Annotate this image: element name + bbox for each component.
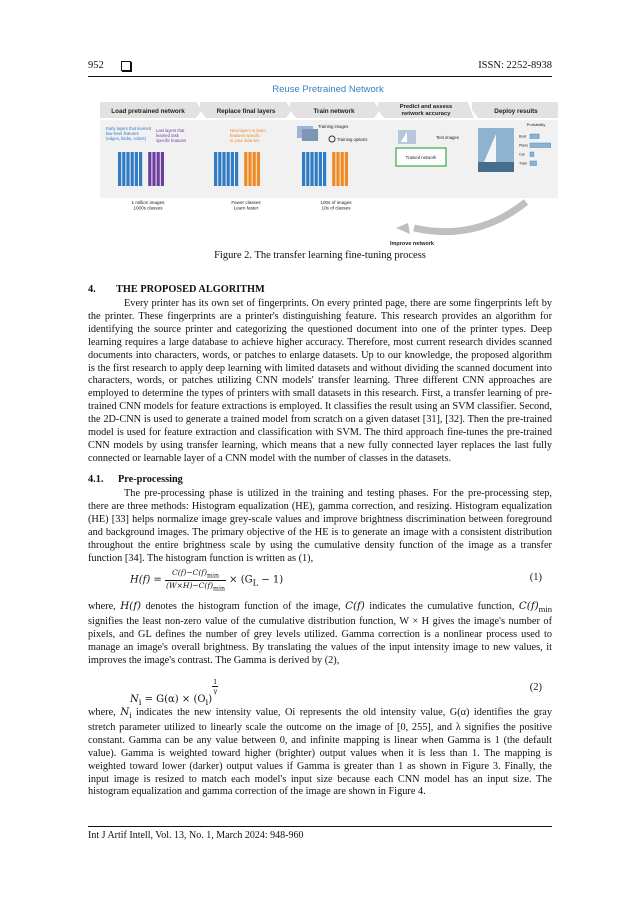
header-square-icon bbox=[121, 61, 131, 71]
eq1-fraction bbox=[165, 568, 226, 592]
layer-bar bbox=[135, 152, 138, 186]
eq1-rhs-sub: L bbox=[252, 577, 259, 588]
eq1-num-sub: min bbox=[207, 572, 219, 580]
eq1-den-sub: min bbox=[213, 585, 225, 592]
symbol-sub: min bbox=[538, 604, 553, 615]
figure-caption: Figure 2. The transfer learning fine-tuning process bbox=[214, 250, 426, 261]
transfer-learning-figure bbox=[96, 82, 561, 250]
class-label: Car bbox=[519, 152, 525, 157]
layer-bar bbox=[122, 152, 125, 186]
paragraph-after-eq1 bbox=[88, 600, 552, 668]
symbol-ni: N bbox=[120, 706, 130, 718]
class-label: Plane bbox=[519, 143, 529, 148]
layer-bar bbox=[126, 152, 129, 186]
footer-rule bbox=[88, 826, 552, 827]
symbol-cf: C(f) bbox=[345, 600, 365, 612]
eq1-rhs: × (G bbox=[229, 574, 253, 586]
subsection-title: Pre-processing bbox=[118, 474, 183, 485]
layer-bar bbox=[319, 152, 322, 186]
issn: ISSN: 2252-8938 bbox=[478, 60, 552, 71]
page-footer: Int J Artif Intell, Vol. 13, No. 1, March 2024: 948-960 bbox=[88, 830, 304, 841]
eq2-mid-sub: i bbox=[205, 697, 209, 707]
stage3-layer-stack bbox=[302, 152, 348, 186]
stage-title-3: Train network bbox=[313, 108, 355, 115]
stage3-bottom: 100s of images 10s of classes bbox=[320, 200, 352, 211]
class-label: Train bbox=[519, 161, 528, 166]
equation-1-formula bbox=[130, 568, 283, 592]
eq2-mid: = G(α) × (O bbox=[141, 694, 206, 705]
layer-bar bbox=[227, 152, 230, 186]
layer-bar bbox=[235, 152, 238, 186]
eq2-exp-den: γ bbox=[213, 687, 218, 695]
final-layer-bar bbox=[244, 152, 247, 186]
section-title: THE PROPOSED ALGORITHM bbox=[116, 284, 265, 295]
training-image-thumb bbox=[302, 129, 318, 141]
final-layer-bar bbox=[161, 152, 164, 186]
where-word: where, bbox=[88, 707, 121, 718]
symbol-hf: H(f) bbox=[120, 600, 142, 612]
probability-bar bbox=[530, 161, 537, 166]
probability-bar bbox=[530, 134, 539, 139]
header-rule bbox=[88, 76, 552, 77]
layer-bar bbox=[302, 152, 305, 186]
layer-bar bbox=[306, 152, 309, 186]
stage-title-2: Replace final layers bbox=[216, 108, 276, 115]
where-word: where, bbox=[88, 601, 116, 612]
section4-paragraph: Every printer has its own set of fingerprints. On every printed page, there are some fingerprints left by the printer. These fingerprints are a printer's distinguishing feature. This research provides an algorithm for identifying the source printer and categorizing the questioned document into one of the printer types. Deep learning requires a large database to achieve higher accuracy. Therefore, most current research divides scanned documents into characters, words, or patches to enlarge datasets. Up to our knowledge, the proposed algorithm is the first research to apply deep learning with limited datasets and without dividing the scanned document into characters, words, or patches utilizing CNN models' transfer learning. Three different CNN approaches are employed to determine the types of printers with small datasets in this research. First, a transfer learning of pre-trained CNN models for feature extractions is employed. It classifies the result using an SVM classifier. Second, the 2D-CNN is used to generate a trained model from scratch on a given dataset [31], [32]. Then the pre-trained model is used for feature extraction and classification with SVM. The third approach fine-tunes the pre-trained CNN models by using transfer learning, which means that a new fully connected layer replaces the last fully connected or learnable layer of a CNN model with the number of classes in the datasets. bbox=[88, 298, 552, 464]
probability-bar bbox=[530, 152, 534, 157]
improve-network-label: Improve network bbox=[389, 241, 435, 247]
page-number: 952 bbox=[88, 60, 104, 71]
text-span: indicates the new intensity value, Oi represents the old intensity value, G(α) identifies the gray stretch parameter utilized to linearly scale the outcome on the image of [0, 255], and λ signifies the positive constant. Gamma can be any value between 0, and infinite mapping is linear when Gamma is 1 (the default value). Gamma is weighted toward higher (brighter) output values when it is less than 1. The mapping is weighted toward lower (darker) output values if Gamma is greater than 1 as shown in Figure 3. Finally, the input image is resized to match each model's input size because each CNN model has an input size. The histogram equalization and gamma correction of the image are shown in Figure 4. bbox=[88, 707, 552, 798]
text-span: signifies the least non-zero value of the cumulative distribution function, W × H gives the image's number of pixels, and GL defines the number of grey levels utilized. Gamma correction is a nonlinear process used to manage an image's overall brightness. By translating the values of the input intensity image to new values, it improves the image's contrast. The Gamma is derived by (2), bbox=[88, 615, 552, 666]
stage1-ellipsis: ... bbox=[152, 180, 157, 186]
final-layer-bar bbox=[345, 152, 348, 186]
probability-label: Probability bbox=[526, 122, 546, 127]
stage-title-5: Deploy results bbox=[494, 108, 538, 115]
equation-number: (2) bbox=[529, 682, 542, 693]
eq1-lhs: H(f) = bbox=[130, 574, 162, 586]
layer-bar bbox=[218, 152, 221, 186]
test-images-label: Test images bbox=[436, 135, 459, 140]
layer-bar bbox=[222, 152, 225, 186]
layer-bar bbox=[231, 152, 234, 186]
final-layer-bar bbox=[341, 152, 344, 186]
symbol-sub: i bbox=[129, 710, 132, 721]
training-images-label: Training images bbox=[318, 124, 349, 129]
final-layer-bar bbox=[148, 152, 151, 186]
final-layer-bar bbox=[248, 152, 251, 186]
equation-1 bbox=[88, 568, 552, 590]
eq1-rhs-end: − 1) bbox=[258, 574, 284, 586]
section41-paragraph: The pre-processing phase is utilized in the training and testing phases. For the pre-processing step, there are three methods: Histogram equalization (HE), gamma correction, and resizing. Histogram equalization (HE) [33] helps normalize image grey-scale values and improve brightness discrimination between foreground and background images. The primary objective of the HE is to generate an image with a consistent distribution throughout the entire brightness scale by using the cumulative density function of the image as a transfer function [34]. The histogram function is written as (1), bbox=[88, 488, 552, 564]
layer-bar bbox=[310, 152, 313, 186]
final-layer-bar bbox=[157, 152, 160, 186]
paragraph-after-eq2 bbox=[88, 706, 552, 799]
stage1-note-right: Last layers that learned task specific features bbox=[156, 128, 187, 143]
subsection-number: 4.1. bbox=[88, 474, 104, 485]
class-label: Boat bbox=[519, 134, 527, 139]
eq2-mid-end: ) bbox=[208, 694, 213, 705]
eq2-lhs: N bbox=[130, 694, 139, 705]
symbol-cfmin: C(f) bbox=[518, 600, 539, 612]
section-number: 4. bbox=[88, 284, 96, 295]
stage-title-4: Predict and assess network accuracy bbox=[399, 104, 453, 117]
eq2-exponent bbox=[212, 678, 218, 695]
layer-bar bbox=[118, 152, 121, 186]
final-layer-bar bbox=[336, 152, 339, 186]
stage1-bottom: 1 million images 1000s classes bbox=[131, 200, 165, 211]
eq1-denominator: (W×H)−C(f) bbox=[165, 580, 214, 590]
layer-bar bbox=[214, 152, 217, 186]
eq2-lhs-sub: i bbox=[138, 697, 142, 707]
equation-2-formula bbox=[130, 678, 218, 707]
improve-network-arrow bbox=[414, 202, 526, 232]
stage2-bottom: Fewer classes Learn faster bbox=[231, 200, 261, 211]
training-options-label: Training options bbox=[337, 137, 368, 142]
trained-network-label: Trained network bbox=[405, 155, 437, 160]
figure-title: Reuse Pretrained Network bbox=[272, 84, 384, 95]
text-span: indicates the cumulative function, bbox=[364, 601, 519, 612]
final-layer-bar bbox=[253, 152, 256, 186]
stage2-layer-stack bbox=[214, 152, 260, 186]
layer-bar bbox=[323, 152, 326, 186]
page-header bbox=[88, 60, 552, 74]
subsection-heading bbox=[88, 474, 183, 485]
section-heading bbox=[88, 284, 265, 295]
layer-bar bbox=[139, 152, 142, 186]
final-layer-bar bbox=[257, 152, 260, 186]
stage1-layer-stack bbox=[118, 152, 164, 186]
stage1-note-left: Early layers that learned low-level features (edges, blobs, colors) bbox=[106, 126, 152, 141]
text-span: denotes the histogram function of the image, bbox=[141, 601, 346, 612]
improve-arrow-head bbox=[396, 223, 410, 234]
stage2-note: New layers to learn features specific to your data set bbox=[230, 128, 266, 143]
layer-bar bbox=[315, 152, 318, 186]
deploy-sea bbox=[478, 162, 514, 172]
equation-2 bbox=[88, 678, 552, 707]
eq2-exp-num: 1 bbox=[213, 678, 218, 686]
equation-number: (1) bbox=[529, 572, 542, 583]
layer-bar bbox=[131, 152, 134, 186]
probability-bar bbox=[530, 143, 551, 148]
stage-title-1: Load pretrained network bbox=[111, 108, 185, 115]
final-layer-bar bbox=[332, 152, 335, 186]
eq1-numerator: C(f)−C(f) bbox=[171, 568, 208, 577]
